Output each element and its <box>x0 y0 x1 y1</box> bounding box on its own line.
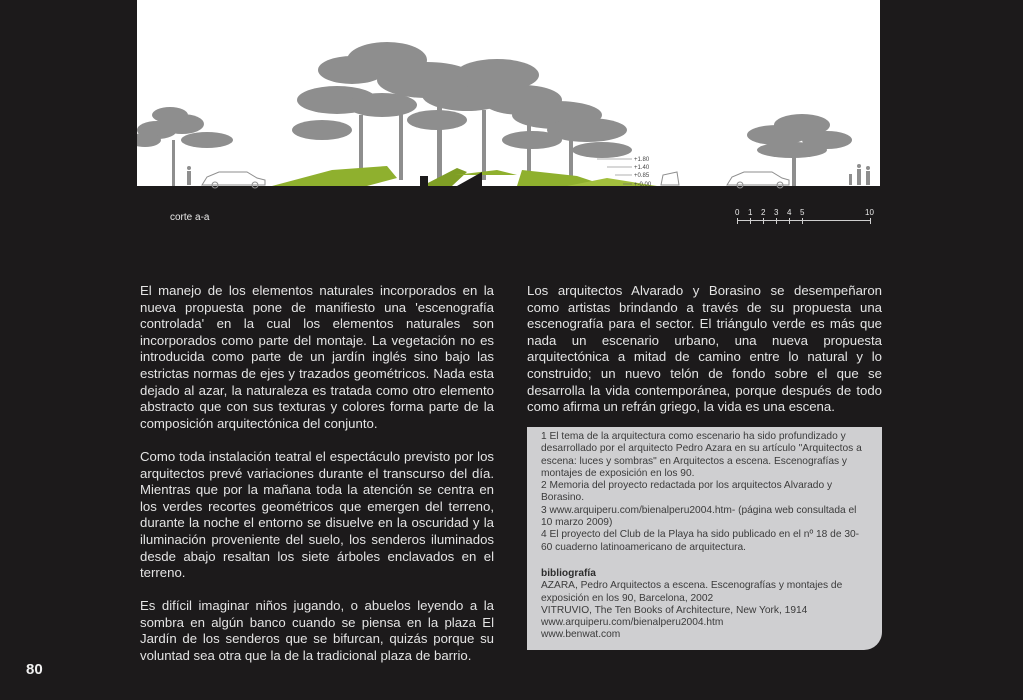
scale-tick <box>763 218 764 224</box>
section-drawing <box>137 0 880 193</box>
level-mark-2: +1.40 <box>634 165 650 171</box>
scale-tick <box>750 218 751 224</box>
scale-num: 3 <box>774 208 779 217</box>
scale-num: 0 <box>735 208 740 217</box>
bibliography-heading: bibliografía <box>541 567 596 579</box>
scale-num: 4 <box>787 208 792 217</box>
scale-bar <box>735 208 875 232</box>
scale-tick <box>737 218 738 224</box>
body-column-left <box>140 283 494 681</box>
body-column-right <box>527 283 882 432</box>
tree-left <box>137 107 233 186</box>
paragraph: Es difícil imaginar niños jugando, o abuelos leyendo a la sombra en algún banco cuando se piensa en la plaza El Jardín de los senderos que se bifurcan, quizás porque su voluntad sea otra que la de la tradicional plaza de barrio. <box>140 598 494 664</box>
scale-line <box>737 220 871 221</box>
bibliography-entry: www.benwat.com <box>541 629 621 641</box>
footnote: 2 Memoria del proyecto redactada por los arquitectos Alvarado y Borasino. <box>541 480 833 504</box>
tree-silhouettes <box>137 42 852 186</box>
paragraph: El manejo de los elementos naturales incorporados en la nueva propuesta pone de manifiesto una 'escenografía controlada' en la cual los elementos naturales son incorporados como parte del montaje. La vegetación no es introducida como parte de un jardín inglés sino bajo las estrictas normas de ejes y trazados geométricos. Nada esta dejado al azar, la naturaleza es tratada como otro elemento abstracto que con sus texturas y colores forma parte de la composición arquitectónica del conjunto. <box>140 283 494 431</box>
paragraph: Los arquitectos Alvarado y Borasino se desempeñaron como artistas brindando a través de su propuesta una escenografía para el sector. El triángulo verde es más que nada un escenario urbano, una nueva propuesta arquitectónica a mitad de camino entre lo natural y lo construido; un nuevo telón de fondo sobre el que se desarrolla la vida contemporánea, porque después de todo como afirma un refrán griego, la vida es una escena. <box>527 283 882 415</box>
ground <box>137 166 880 193</box>
footnote: 3 www.arquiperu.com/bienalperu2004.htm- (página web consultada el 10 marzo 2009) <box>541 504 857 529</box>
page-number: 80 <box>26 661 43 678</box>
scale-tick <box>789 218 790 224</box>
drawing-caption: corte a-a <box>170 212 210 223</box>
scale-tick <box>870 218 871 224</box>
scale-num: 2 <box>761 208 766 217</box>
bibliography-entry: AZARA, Pedro Arquitectos a escena. Escenografías y montajes de exposición en los 90, Barcelona, 2002 <box>541 580 843 604</box>
scale-num: 10 <box>865 208 874 217</box>
footnote: 1 El tema de la arquitectura como escenario ha sido profundizado y desarrollado por el arquitecto Pedro Azara en su artículo "Arquitectos a escena: luces y sombras" en Arquitectos a escena. Escenografías y montajes de exposición en los 90. <box>541 431 862 479</box>
scale-tick <box>802 218 803 224</box>
scale-num: 1 <box>748 208 753 217</box>
level-mark-4: +-0.00 <box>634 182 652 188</box>
paragraph: Como toda instalación teatral el espectáculo previsto por los arquitectos prevé variaciones durante el transcurso del día. Mientras que por la mañana toda la atención se centra en los verdes recortes geométricos que emergen del terreno, durante la noche el entorno se disuelve en la oscuridad y la iluminación proveniente del suelo, los senderos iluminados desde abajo resaltan los siete árboles enclavados en el terreno. <box>140 448 494 581</box>
level-mark-3: +0.85 <box>634 173 650 179</box>
footnotes-box <box>527 427 882 650</box>
tree-right <box>747 114 852 186</box>
bibliography-entry: VITRUVIO, The Ten Books of Architecture, New York, 1914 <box>541 604 808 616</box>
tree-cluster-center <box>292 42 632 186</box>
level-mark-1: +1.80 <box>634 157 650 163</box>
bibliography-entry: www.arquiperu.com/bienalperu2004.htm <box>541 617 724 629</box>
scale-tick <box>776 218 777 224</box>
footnote: 4 El proyecto del Club de la Playa ha sido publicado en el nº 18 de 30-60 cuaderno latinoamericano de arquitectura. <box>541 529 860 553</box>
scale-num: 5 <box>800 208 805 217</box>
section-illustration <box>137 0 880 193</box>
